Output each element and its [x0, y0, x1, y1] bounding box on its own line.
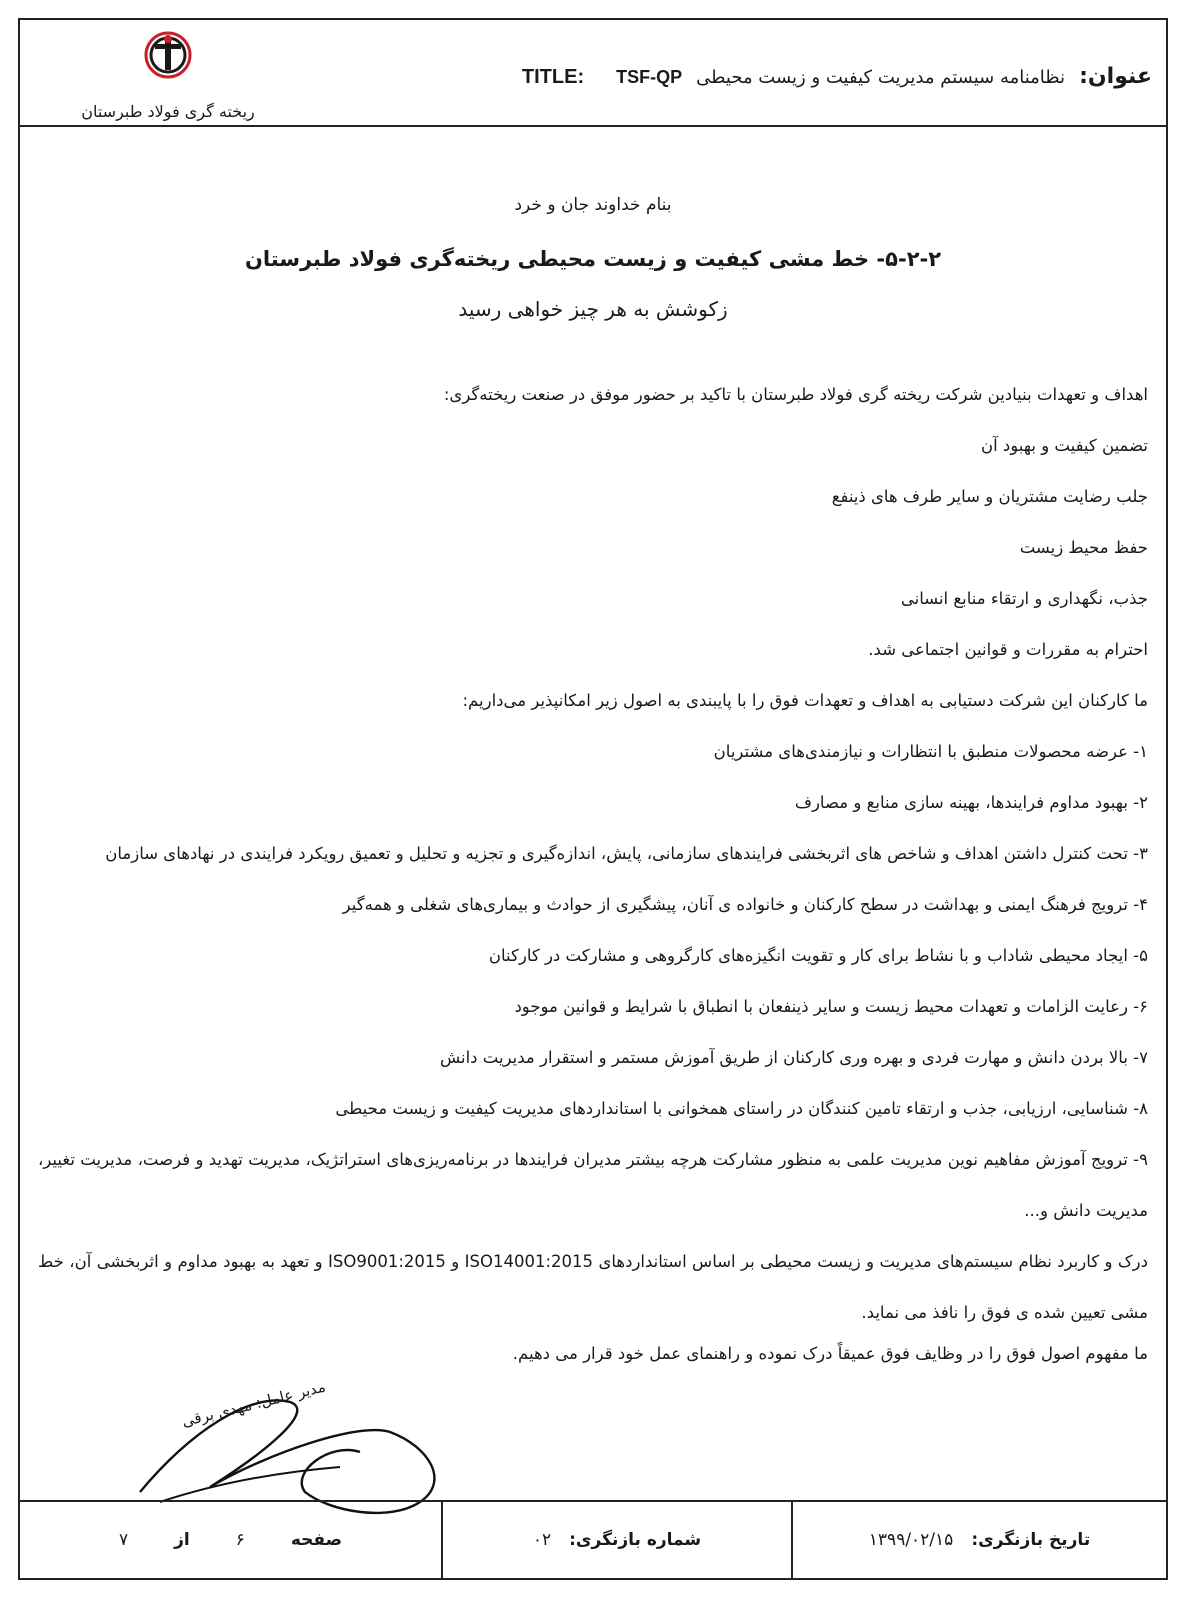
company-name: ریخته گری فولاد طبرستان — [81, 102, 255, 121]
policy-motto: زکوشش به هر چیز خواهی رسید — [458, 297, 728, 321]
title-text: نظامنامه سیستم مدیریت کیفیت و زیست محیطی — [696, 67, 1066, 88]
paragraph: جلب رضایت مشتریان و سایر طرف های ذینفع — [831, 487, 1148, 506]
revision-date-cell — [791, 1502, 1166, 1578]
revision-number-cell — [441, 1502, 791, 1578]
revision-date-label: تاریخ بازنگری: — [971, 1530, 1091, 1550]
title-label: عنوان: — [1079, 64, 1152, 89]
principle-item: ۸- شناسایی، ارزیابی، جذب و ارتقاء تامین کنندگان در راستای همخوانی با استانداردهای مدیریت کیفیت و زیست محیطی — [335, 1099, 1148, 1118]
title-row — [522, 64, 1152, 89]
policy-heading: ۵-۲-۲- خط مشی کیفیت و زیست محیطی ریخته‌گری فولاد طبرستان — [244, 247, 942, 271]
revision-date: ۱۳۹۹/۰۲/۱۵ — [868, 1530, 954, 1550]
logo-block — [48, 30, 288, 120]
paragraph: ما کارکنان این شرکت دستیابی به اهداف و تعهدات فوق را با پایبندی به اصول زیر امکانپذیر می‌داریم: — [462, 691, 1148, 710]
document-header — [20, 20, 1166, 127]
principle-item: ۹- ترویج آموزش مفاهیم نوین مدیریت علمی به منظور مشارکت هرچه بیشتر مدیران فرایندها در برنامه‌ریزی‌های استراتژیک، مدیریت تهدید و فرصت، مدیریت تغییر، مدیریت دانش و... — [38, 1150, 1148, 1220]
paragraph: تضمین کیفیت و بهبود آن — [980, 436, 1148, 455]
paragraph: احترام به مقررات و قوانین اجتماعی شد. — [868, 640, 1148, 659]
paragraph: جذب، نگهداری و ارتقاء منابع انسانی — [900, 589, 1148, 608]
principle-item: ۶- رعایت الزامات و تعهدات محیط زیست و سایر ذینفعان با انطباق با شرایط و قوانین موجود — [514, 997, 1148, 1016]
document-code: TSF-QP — [616, 67, 683, 87]
revision-number-label: شماره بازنگری: — [569, 1530, 702, 1550]
basmala: بنام خداوند جان و خرد — [514, 195, 672, 215]
document-footer — [20, 1500, 1166, 1578]
page-total: ۷ — [118, 1530, 129, 1550]
title-english-label: TITLE: — [521, 66, 585, 88]
principle-item: ۷- بالا بردن دانش و مهارت فردی و بهره وری کارکنان از طریق آموزش مستمر و استقرار مدیریت دانش — [439, 1048, 1148, 1067]
paragraph: اهداف و تعهدات بنیادین شرکت ریخته گری فولاد طبرستان با تاکید بر حضور موفق در صنعت ریخته‌گری: — [443, 385, 1148, 404]
page-label: صفحه — [290, 1530, 343, 1550]
page-number-cell — [20, 1502, 441, 1578]
of-label: از — [174, 1530, 190, 1550]
closing-statement: ما مفهوم اصول فوق را در وظایف فوق عمیقاً درک نموده و راهنمای عمل خود قرار می دهیم. — [512, 1344, 1148, 1363]
principle-item: ۲- بهبود مداوم فرایندها، بهینه سازی منابع و مصارف — [794, 793, 1148, 812]
principle-item: ۱- عرضه محصولات منطبق با انتظارات و نیازمندی‌های مشتریان — [713, 742, 1148, 761]
document-frame — [18, 18, 1168, 1580]
company-logo-icon — [143, 30, 193, 80]
principle-item: ۳- تحت کنترل داشتن اهداف و شاخص های اثربخشی فرایندهای سازمانی، پایش، اندازه‌گیری و تجزیه و تحلیل و تعمیق رویکرد فرایندی در نهادهای سازمان — [105, 844, 1148, 863]
revision-number: ۰۲ — [532, 1530, 552, 1550]
document-body — [20, 127, 1166, 1522]
paragraph: حفظ محیط زیست — [1019, 538, 1148, 557]
policy-text — [38, 369, 1148, 1370]
page-number: ۶ — [235, 1530, 245, 1550]
paragraph: درک و کاربرد نظام سیستم‌های مدیریت و زیست محیطی بر اساس استانداردهای ISO14001:2015 و ISO9001:2015 و تعهد به بهبود مداوم و اثربخشی آن، خط مشی تعیین شده ی فوق را نافذ می نماید. — [38, 1252, 1148, 1322]
signatory-name: مدیر عامل: مهدی برقی — [180, 1377, 328, 1431]
principle-item: ۵- ایجاد محیطی شاداب و با نشاط برای کار و تقویت انگیزه‌های کارگروهی و مشارکت در کارکنان — [488, 946, 1148, 965]
principle-item: ۴- ترویج فرهنگ ایمنی و بهداشت در سطح کارکنان و خانواده ی آنان، پیشگیری از حوادث و بیماری‌های شغلی و همه‌گیر — [342, 895, 1148, 914]
